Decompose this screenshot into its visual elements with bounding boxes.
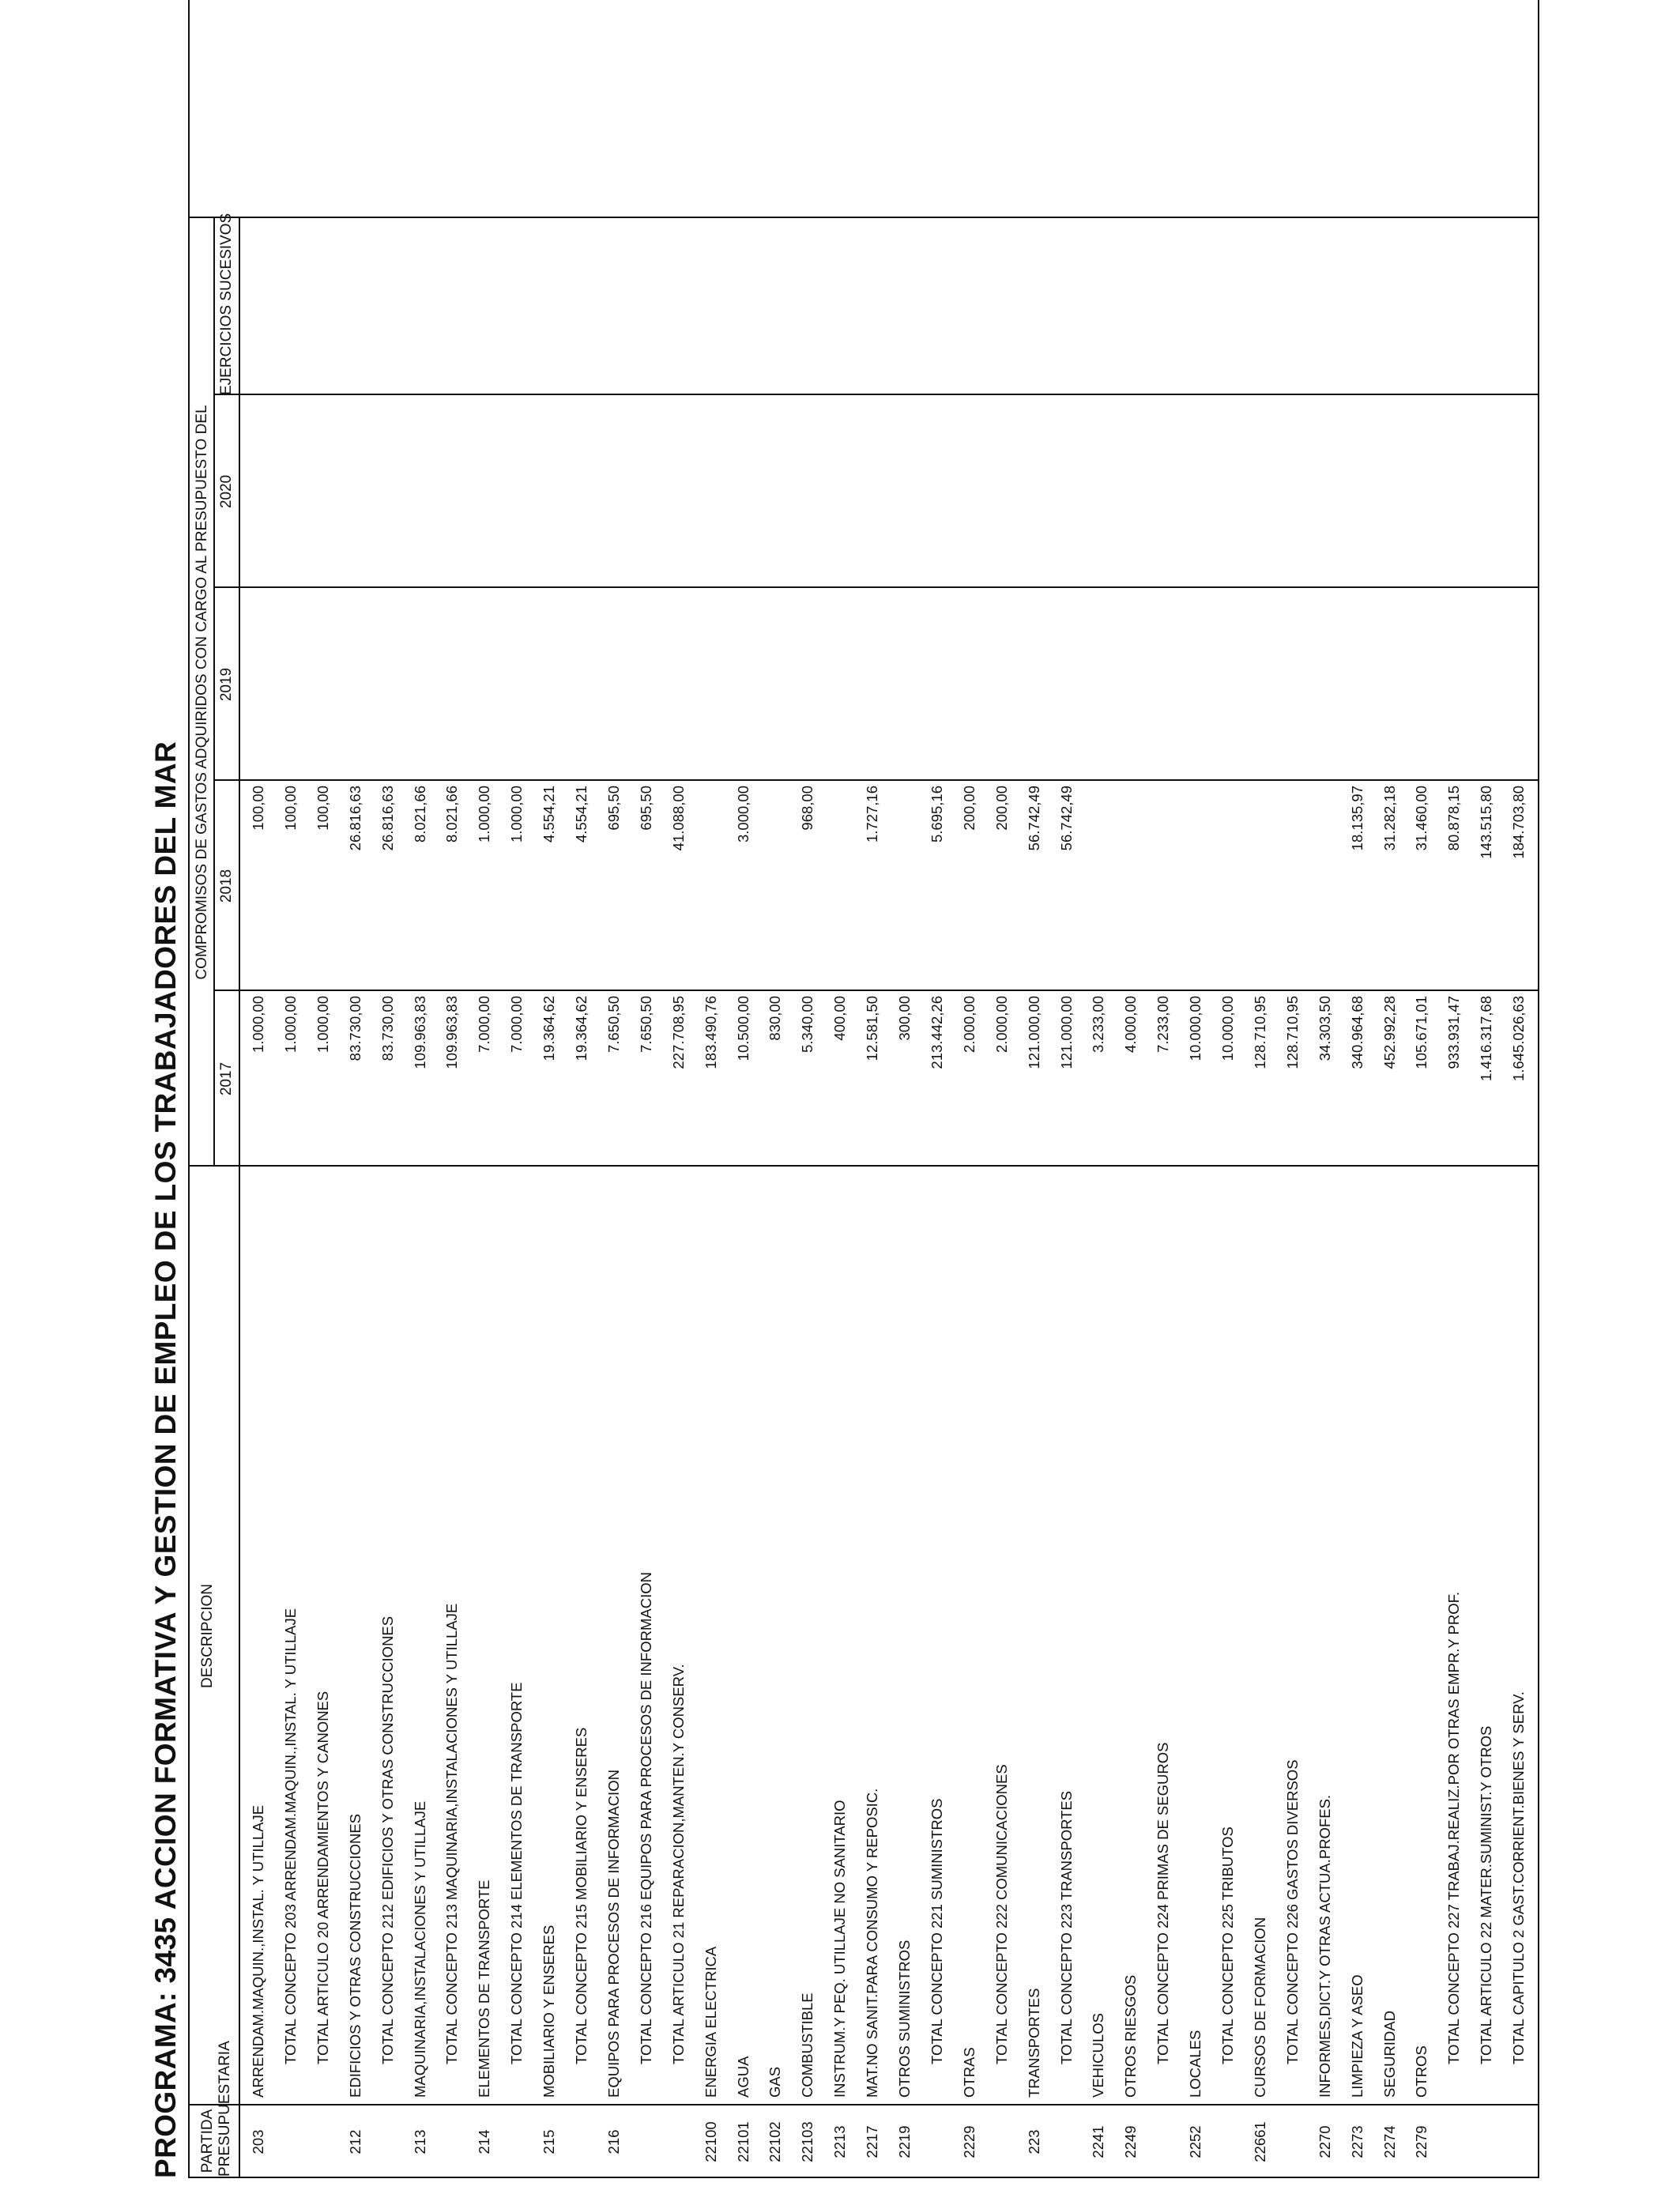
item-description: COMBUSTIBLE xyxy=(799,1992,816,2098)
table-row xyxy=(1116,0,1148,2177)
item-description: TRANSPORTES xyxy=(1025,1988,1042,2098)
amount-2017: 400,00 xyxy=(831,996,849,1041)
amount-2017: 7.000,00 xyxy=(508,996,525,1054)
item-description: EDIFICIOS Y OTRAS CONSTRUCCIONES xyxy=(346,1813,363,2098)
partida-code: 214 xyxy=(476,2129,493,2154)
header-year-2017: 2017 xyxy=(218,1061,235,1096)
table-row xyxy=(405,0,438,2177)
item-description: GAS xyxy=(767,2066,784,2098)
partida-code: 216 xyxy=(605,2129,622,2154)
total-description: TOTAL ARTICULO 21 REPARACION,MANTEN.Y CONSERV. xyxy=(669,1664,687,2064)
amount-2018: 200,00 xyxy=(960,786,977,831)
total-description: TOTAL CONCEPTO 221 SUMINISTROS xyxy=(928,1798,945,2064)
partida-code: 2270 xyxy=(1316,2125,1333,2158)
amount-2017: 2.000,00 xyxy=(993,996,1010,1054)
partida-code: 2273 xyxy=(1348,2125,1365,2158)
header-year-2020: 2020 xyxy=(218,474,235,509)
table-row xyxy=(1148,0,1181,2177)
amount-2018: 3.000,00 xyxy=(734,786,751,843)
item-description: OTROS RIESGOS xyxy=(1122,1974,1139,2098)
total-description: TOTAL CONCEPTO 225 TRIBUTOS xyxy=(1219,1826,1236,2064)
header-divider xyxy=(213,218,215,1167)
amount-2017: 12.581,50 xyxy=(864,996,881,1061)
amount-2017: 452.992,28 xyxy=(1381,996,1398,1069)
amount-2018: 1.727,16 xyxy=(864,786,881,843)
table-row xyxy=(729,0,761,2177)
header-divider xyxy=(239,218,240,2177)
item-description: VEHICULOS xyxy=(1090,2013,1107,2098)
partida-code: 22103 xyxy=(799,2121,816,2162)
partida-code: 22102 xyxy=(767,2121,784,2162)
table-row xyxy=(1213,0,1245,2177)
item-description: SEGURIDAD xyxy=(1381,2011,1398,2098)
table-row xyxy=(1083,0,1116,2177)
table-row xyxy=(1375,0,1407,2177)
amount-2017: 933.931,47 xyxy=(1445,996,1463,1069)
partida-code: 2274 xyxy=(1381,2125,1398,2158)
amount-2017: 10.500,00 xyxy=(734,996,751,1061)
header-descripcion: DESCRIPCION xyxy=(199,1584,216,1688)
table-row xyxy=(955,0,987,2177)
amount-2017: 121.000,00 xyxy=(1025,996,1042,1069)
total-description: TOTAL CONCEPTO 222 COMUNICACIONES xyxy=(993,1764,1010,2064)
total-description: TOTAL CONCEPTO 203 ARRENDAM.MAQUIN.,INSTAL. Y UTILLAJE xyxy=(281,1608,299,2064)
total-description: TOTAL CONCEPTO 224 PRIMAS DE SEGUROS xyxy=(1155,1742,1172,2064)
partida-code: 22101 xyxy=(734,2121,751,2162)
amount-2018: 695,50 xyxy=(605,786,622,831)
partida-code: 2249 xyxy=(1122,2125,1139,2158)
table-row xyxy=(825,0,857,2177)
table-row xyxy=(308,0,341,2177)
amount-2017: 340.964,68 xyxy=(1348,996,1365,1069)
item-description: OTROS xyxy=(1413,2045,1430,2098)
amount-2017: 105.671,01 xyxy=(1413,996,1430,1069)
table-row xyxy=(1504,0,1536,2177)
table-row xyxy=(1019,0,1052,2177)
table-row xyxy=(1310,0,1343,2177)
amount-2017: 128.710,95 xyxy=(1251,996,1268,1069)
item-description: MOBILIARIO Y ENSERES xyxy=(541,1924,558,2098)
amount-2017: 830,00 xyxy=(767,996,784,1041)
amount-2017: 10.000,00 xyxy=(1187,996,1204,1061)
table-row xyxy=(922,0,955,2177)
table-row xyxy=(1052,0,1084,2177)
amount-2017: 4.000,00 xyxy=(1122,996,1139,1054)
amount-2017: 7.000,00 xyxy=(476,996,493,1054)
amount-2018: 143.515,80 xyxy=(1478,786,1495,859)
amount-2018: 100,00 xyxy=(281,786,299,831)
total-description: TOTAL CONCEPTO 215 MOBILIARIO Y ENSERES xyxy=(573,1727,590,2064)
table-row xyxy=(567,0,599,2177)
table-row xyxy=(1407,0,1439,2177)
partida-code: 215 xyxy=(541,2129,558,2154)
amount-2017: 109.963,83 xyxy=(443,996,461,1069)
amount-2018: 695,50 xyxy=(637,786,654,831)
header-partida-line1: PARTIDA xyxy=(199,2109,216,2173)
item-description: ARRENDAM.MAQUIN.,INSTAL. Y UTILLAJE xyxy=(250,1804,266,2098)
table-row xyxy=(599,0,631,2177)
item-description: OTRAS xyxy=(960,2047,977,2098)
header-partida-line2: PRESUPUESTARIA xyxy=(217,2041,233,2177)
table-row xyxy=(1278,0,1310,2177)
total-description: TOTAL CONCEPTO 227 TRABAJ.REALIZ.POR OTRAS EMPR.Y PROF. xyxy=(1445,1592,1463,2064)
table-row xyxy=(696,0,729,2177)
table-row xyxy=(1245,0,1278,2177)
budget-table xyxy=(188,0,1539,2178)
amount-2018: 18.135,97 xyxy=(1348,786,1365,851)
amount-2018: 31.282,18 xyxy=(1381,786,1398,851)
table-row xyxy=(469,0,502,2177)
item-description: CURSOS DE FORMACION xyxy=(1251,1917,1268,2098)
partida-code: 2229 xyxy=(960,2125,977,2158)
header-year-2018: 2018 xyxy=(218,869,235,903)
table-row xyxy=(793,0,825,2177)
amount-2017: 7.650,50 xyxy=(605,996,622,1054)
amount-2017: 83.730,00 xyxy=(346,996,363,1061)
amount-2017: 1.000,00 xyxy=(281,996,299,1054)
amount-2018: 184.703,80 xyxy=(1510,786,1527,859)
amount-2017: 34.303,50 xyxy=(1316,996,1333,1061)
header-compromisos: COMPROMISOS DE GASTOS ADQUIRIDOS CON CARGO AL PRESUPUESTO DEL xyxy=(194,405,210,980)
amount-2018: 26.816,63 xyxy=(379,786,396,851)
amount-2018: 8.021,66 xyxy=(411,786,428,843)
table-row xyxy=(1471,0,1504,2177)
table-row xyxy=(664,0,696,2177)
amount-2017: 227.708,95 xyxy=(669,996,687,1069)
amount-2018: 80.878,15 xyxy=(1445,786,1463,851)
partida-code: 2279 xyxy=(1413,2125,1430,2158)
amount-2017: 121.000,00 xyxy=(1057,996,1075,1069)
table-row xyxy=(534,0,567,2177)
amount-2017: 5.340,00 xyxy=(799,996,816,1054)
amount-2017: 10.000,00 xyxy=(1219,996,1236,1061)
amount-2018: 200,00 xyxy=(993,786,1010,831)
table-row xyxy=(437,0,469,2177)
amount-2017: 7.650,50 xyxy=(637,996,654,1054)
partida-code: 2219 xyxy=(896,2125,913,2158)
amount-2018: 100,00 xyxy=(314,786,331,831)
amount-2018: 26.816,63 xyxy=(346,786,363,851)
item-description: EQUIPOS PARA PROCESOS DE INFORMACION xyxy=(605,1770,622,2098)
partida-code: 22100 xyxy=(702,2121,719,2162)
amount-2018: 1.000,00 xyxy=(508,786,525,843)
amount-2017: 2.000,00 xyxy=(960,996,977,1054)
amount-2017: 19.364,62 xyxy=(541,996,558,1061)
amount-2018: 56.742,49 xyxy=(1057,786,1075,851)
partida-code: 2241 xyxy=(1090,2125,1107,2158)
amount-2017: 1.645.026,63 xyxy=(1510,996,1527,1082)
header-ejercicios-sucesivos: EJERCICIOS SUCESIVOS xyxy=(218,213,235,395)
amount-2018: 56.742,49 xyxy=(1025,786,1042,851)
table-row xyxy=(243,0,276,2177)
header-year-2019: 2019 xyxy=(218,667,235,702)
total-description: TOTAL ARTICULO 22 MATER.SUMINIST.Y OTROS xyxy=(1478,1725,1495,2064)
item-description: INSTRUM.Y PEQ. UTILLAJE NO SANITARIO xyxy=(831,1800,849,2098)
partida-code: 2217 xyxy=(864,2125,881,2158)
item-description: MAQUINARIA,INSTALACIONES Y UTILLAJE xyxy=(411,1800,428,2098)
total-description: TOTAL CAPITULO 2 GAST.CORRIENT.BIENES Y SERV. xyxy=(1510,1691,1527,2064)
partida-code: 2252 xyxy=(1187,2125,1204,2158)
total-description: TOTAL CONCEPTO 213 MAQUINARIA,INSTALACIONES Y UTILLAJE xyxy=(443,1603,461,2064)
amount-2017: 1.000,00 xyxy=(314,996,331,1054)
partida-code: 212 xyxy=(346,2129,363,2154)
amount-2017: 300,00 xyxy=(896,996,913,1041)
item-description: AGUA xyxy=(734,2056,751,2098)
table-row xyxy=(502,0,534,2177)
total-description: TOTAL CONCEPTO 214 ELEMENTOS DE TRANSPORTE xyxy=(508,1682,525,2064)
item-description: LIMPIEZA Y ASEO xyxy=(1348,1974,1365,2098)
amount-2017: 19.364,62 xyxy=(573,996,590,1061)
item-description: ENERGIA ELECTRICA xyxy=(702,1946,719,2098)
table-row xyxy=(890,0,922,2177)
total-description: TOTAL CONCEPTO 212 EDIFICIOS Y OTRAS CONSTRUCCIONES xyxy=(379,1615,396,2064)
item-description: LOCALES xyxy=(1187,2030,1204,2098)
amount-2018: 4.554,21 xyxy=(541,786,558,843)
total-description: TOTAL ARTICULO 20 ARRENDAMIENTOS Y CANONES xyxy=(314,1691,331,2064)
total-description: TOTAL CONCEPTO 223 TRANSPORTES xyxy=(1057,1790,1075,2064)
amount-2018: 1.000,00 xyxy=(476,786,493,843)
table-row xyxy=(341,0,373,2177)
partida-code: 223 xyxy=(1025,2129,1042,2154)
amount-2017: 83.730,00 xyxy=(379,996,396,1061)
table-row xyxy=(276,0,308,2177)
amount-2017: 213.442,26 xyxy=(928,996,945,1069)
item-description: MAT.NO SANIT.PARA CONSUMO Y REPOSIC. xyxy=(864,1788,881,2098)
amount-2018: 4.554,21 xyxy=(573,786,590,843)
item-description: OTROS SUMINISTROS xyxy=(896,1940,913,2098)
total-description: TOTAL CONCEPTO 216 EQUIPOS PARA PROCESOS DE INFORMACION xyxy=(637,1572,654,2064)
table-row xyxy=(1181,0,1213,2177)
amount-2018: 8.021,66 xyxy=(443,786,461,843)
table-row xyxy=(1439,0,1471,2177)
amount-2017: 1.416.317,68 xyxy=(1478,996,1495,1082)
table-row xyxy=(631,0,664,2177)
partida-code: 203 xyxy=(250,2129,266,2154)
amount-2018: 5.695,16 xyxy=(928,786,945,843)
amount-2018: 31.460,00 xyxy=(1413,786,1430,851)
table-row xyxy=(760,0,793,2177)
table-row xyxy=(1343,0,1375,2177)
partida-code: 22661 xyxy=(1251,2121,1268,2162)
amount-2017: 183.490,76 xyxy=(702,996,719,1069)
amount-2018: 41.088,00 xyxy=(669,786,687,851)
amount-2017: 7.233,00 xyxy=(1155,996,1172,1054)
amount-2018: 100,00 xyxy=(250,786,266,831)
table-row xyxy=(987,0,1019,2177)
partida-code: 213 xyxy=(411,2129,428,2154)
amount-2017: 3.233,00 xyxy=(1090,996,1107,1054)
table-row xyxy=(373,0,405,2177)
amount-2018: 968,00 xyxy=(799,786,816,831)
amount-2017: 109.963,83 xyxy=(411,996,428,1069)
partida-code: 2213 xyxy=(831,2125,849,2158)
item-description: ELEMENTOS DE TRANSPORTE xyxy=(476,1879,493,2098)
table-row xyxy=(857,0,890,2177)
page-title: PROGRAMA: 3435 ACCION FORMATIVA Y GESTION DE EMPLEO DE LOS TRABAJADORES DEL MAR xyxy=(149,741,182,2178)
amount-2017: 1.000,00 xyxy=(250,996,266,1054)
total-description: TOTAL CONCEPTO 226 GASTOS DIVERSOS xyxy=(1283,1759,1301,2064)
amount-2017: 128.710,95 xyxy=(1283,996,1301,1069)
item-description: INFORMES,DICT.Y OTRAS ACTUA.PROFES. xyxy=(1316,1794,1333,2098)
